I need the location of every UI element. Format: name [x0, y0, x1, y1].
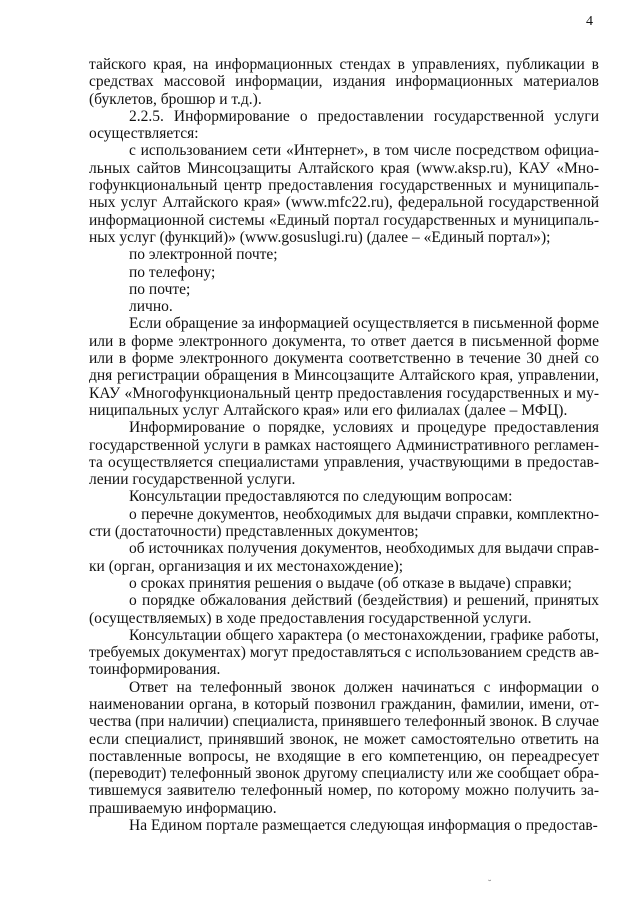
text-line: прашиваемую информацию.	[89, 799, 277, 817]
text-line: та осуществляется специалистами управления, участвующими в предостав-	[89, 453, 599, 471]
text-line: средствах массовой информации, издания информационных материалов	[89, 73, 599, 91]
text-line: если специалист, принявший звонок, не может самостоятельно ответить на	[89, 730, 599, 748]
list-item	[129, 246, 599, 263]
text-line: тоинформирования.	[89, 661, 221, 679]
text-line: ки (орган, организация и их местонахождение);	[89, 557, 404, 575]
paragraph	[89, 575, 599, 592]
text-line: по электронной почте;	[129, 246, 278, 264]
text-line: или в форме электронного документа соответственно в течение 30 дней со	[89, 350, 599, 368]
document-body	[89, 56, 599, 834]
text-line: о перечне документов, необходимых для выдачи справки, комплектно-	[129, 505, 599, 523]
text-line: На Едином портале размещается следующая информация о предостав-	[129, 817, 598, 835]
paragraph	[89, 488, 599, 505]
text-line: по телефону;	[129, 263, 216, 281]
text-line: тайского края, на информационных стендах в управлениях, публикации в	[89, 56, 599, 73]
text-line: (буклетов, брошюр и т.д.).	[89, 90, 262, 108]
paragraph	[89, 108, 599, 143]
text-line: ных услуг Алтайского края» (www.mfc22.ru), федеральной государственной	[89, 194, 599, 212]
text-line: чества (при наличии) специалиста, принявшего телефонный звонок. В случае	[89, 713, 599, 731]
text-line: льных сайтов Минсоцзащиты Алтайского края (www.aksp.ru), КАУ «Мно-	[89, 159, 599, 177]
text-line: требуемых документах) могут предоставляться с использованием средств ав-	[89, 644, 599, 662]
text-line: государственной услуги в рамках настоящего Административного регламен-	[89, 436, 599, 454]
text-line: о сроках принятия решения о выдаче (об отказе в выдаче) справки;	[129, 574, 572, 592]
paragraph	[89, 419, 599, 488]
text-line: или в форме электронного документа, то ответ дается в письменной форме	[89, 332, 599, 350]
text-line: информационной системы «Единый портал государственных и муниципаль-	[89, 211, 599, 229]
paragraph	[89, 56, 599, 108]
text-line: Ответ на телефонный звонок должен начинаться с информации о	[129, 678, 599, 696]
list-item	[129, 264, 599, 281]
paragraph	[89, 506, 599, 541]
text-line: тившемуся заявителю телефонный номер, по которому можно получить за-	[89, 782, 599, 800]
text-line: Информирование о порядке, условиях и процедуре предоставления	[129, 419, 599, 437]
text-line: Если обращение за информацией осуществляется в письменной форме	[129, 315, 599, 333]
paragraph	[89, 592, 599, 627]
text-line: ниципальных услуг Алтайского края» или его филиалах (далее – МФЦ).	[89, 401, 568, 419]
text-line: ных услуг (функций)» (www.gosuslugi.ru) (далее – «Единый портал»);	[89, 228, 551, 246]
text-line: (переводит) телефонный звонок другому специалисту или же сообщает обра-	[89, 765, 599, 783]
text-line: лении государственной услуги.	[89, 471, 296, 489]
text-line: осуществляется:	[89, 125, 199, 143]
scan-mark: ˘	[488, 879, 492, 890]
text-line: наименовании органа, в который позвонил гражданин, фамилии, имени, от-	[89, 695, 599, 713]
text-line: (осуществляемых) в ходе предоставления государственной услуги.	[89, 609, 532, 627]
paragraph	[89, 142, 599, 246]
paragraph	[89, 627, 599, 679]
text-line: дня регистрации обращения в Минсоцзащите Алтайского края, управлении,	[89, 367, 599, 385]
page-number: 4	[586, 14, 593, 29]
paragraph	[89, 315, 599, 419]
text-line: Консультации общего характера (о местонахождении, графике работы,	[129, 626, 599, 644]
text-line: с использованием сети «Интернет», в том числе посредством официа-	[129, 142, 599, 160]
paragraph	[89, 817, 599, 834]
text-line: поставленные вопросы, не входящие в его компетенцию, он переадресует	[89, 747, 599, 765]
text-line: об источниках получения документов, необходимых для выдачи справ-	[129, 540, 599, 558]
list-item	[129, 298, 599, 315]
text-line: лично.	[129, 298, 173, 316]
text-line: сти (достаточности) представленных документов;	[89, 523, 419, 541]
paragraph	[89, 679, 599, 817]
list-item	[129, 281, 599, 298]
text-line: 2.2.5. Информирование о предоставлении государственной услуги	[129, 107, 599, 125]
text-line: Консультации предоставляются по следующим вопросам:	[129, 488, 513, 506]
text-line: о порядке обжалования действий (бездействия) и решений, принятых	[129, 592, 599, 610]
text-line: КАУ «Многофункциональный центр предоставления государственных и му-	[89, 384, 599, 402]
text-line: по почте;	[129, 280, 191, 298]
paragraph	[89, 540, 599, 575]
text-line: гофункциональный центр предоставления государственных и муниципаль-	[89, 177, 599, 195]
